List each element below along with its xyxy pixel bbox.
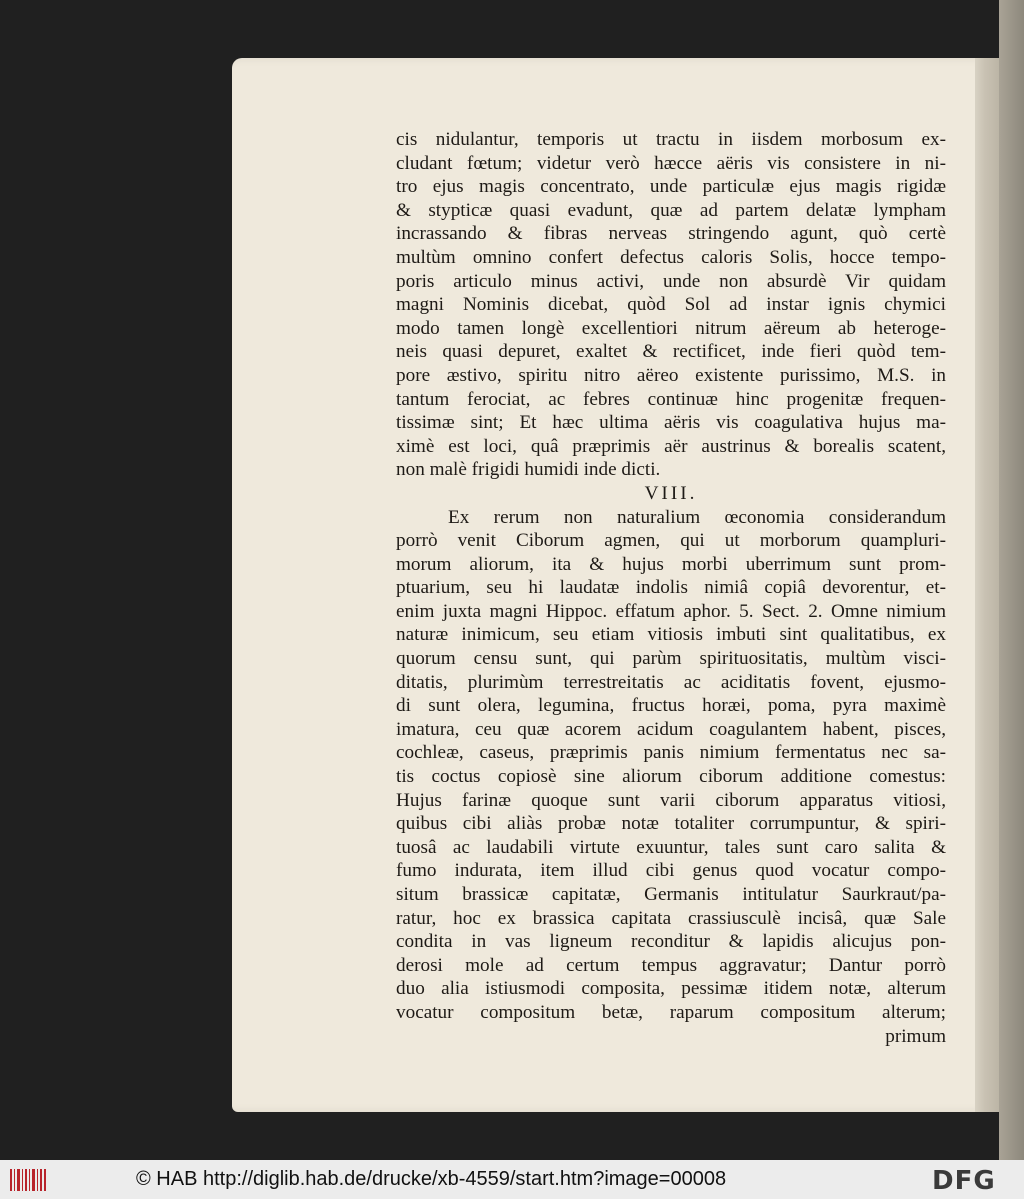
text-line: tro ejus magis concentrato, unde particulæ ejus magis rigidæ xyxy=(396,176,946,198)
text-line: neis quasi depuret, exaltet & rectificet, inde fieri quòd tem- xyxy=(396,341,946,363)
text-line: condita in vas ligneum reconditur & lapidis alicujus pon- xyxy=(396,931,946,953)
right-margin-strip xyxy=(999,0,1024,1160)
text-line: vocatur compositum betæ, raparum compositum alterum; xyxy=(396,1001,946,1023)
text-line: ximè est loci, quâ præprimis aër austrinus & borealis scatent, xyxy=(396,435,946,457)
text-line: cochleæ, caseus, præprimis panis nimium fermentatus nec sa- xyxy=(396,742,946,764)
text-line: ptuarium, seu hi laudatæ indolis nimiâ copiâ devorentur, et- xyxy=(396,577,946,599)
catchword: primum xyxy=(885,1025,946,1047)
text-line: Hujus farinæ quoque sunt varii ciborum apparatus vitiosi, xyxy=(396,789,946,811)
text-line: duo alia istiusmodi composita, pessimæ itidem notæ, alterum xyxy=(396,978,946,1000)
text-line: imatura, ceu quæ acorem acidum coagulantem habent, pisces, xyxy=(396,718,946,740)
text-line: tuosâ ac laudabili virtute exuuntur, tales sunt caro salita & xyxy=(396,836,946,858)
text-line: & stypticæ quasi evadunt, quæ ad partem delatæ lympham xyxy=(396,199,946,221)
text-line: poris articulo minus activi, unde non absurdè Vir quidam xyxy=(396,270,946,292)
text-line: morum aliorum, ita & hujus morbi uberrimum sunt prom- xyxy=(396,553,946,575)
text-line: ditatis, plurimùm terrestreitatis ac aciditatis fovent, ejusmo- xyxy=(396,671,946,693)
text-line: tis coctus copiosè sine aliorum ciborum additione comestus: xyxy=(396,766,946,788)
footer-bar xyxy=(0,1160,1024,1199)
text-line: cis nidulantur, temporis ut tractu in iisdem morbosum ex- xyxy=(396,129,946,150)
text-line: multùm omnino confert defectus caloris Solis, hocce tempo- xyxy=(396,246,946,268)
text-line: Ex rerum non naturalium œconomia considerandum xyxy=(448,506,946,528)
text-line: tantum ferociat, ac febres continuæ hinc progenitæ frequen- xyxy=(396,388,946,410)
text-line: enim juxta magni Hippoc. effatum aphor. 5. Sect. 2. Omne nimium xyxy=(396,600,946,622)
text-line: di sunt olera, legumina, fructus horæi, poma, pyra maximè xyxy=(396,695,946,717)
text-line: quorum censu sunt, qui parùm spirituositatis, multùm visci- xyxy=(396,648,946,670)
section-heading: VIII. xyxy=(644,482,698,504)
text-line: pore æstivo, spiritu nitro aëreo existente purissimo, M.S. in xyxy=(396,364,946,386)
text-line: quibus cibi aliàs probæ notæ totaliter corrumpuntur, & spiri- xyxy=(396,813,946,835)
source-url[interactable]: © HAB http://diglib.hab.de/drucke/xb-4559/start.htm?image=00008 xyxy=(136,1168,727,1190)
text-line: porrò venit Ciborum agmen, qui ut morborum quampluri- xyxy=(396,530,946,552)
text-line: tissimæ sint; Et hæc ultima aëris vis coagulativa hujus ma- xyxy=(396,412,946,434)
barcode-icon xyxy=(8,1166,48,1194)
text-line: incrassando & fibras nerveas stringendo agunt, quò certè xyxy=(396,223,946,245)
text-line: magni Nominis dicebat, quòd Sol ad instar ignis chymici xyxy=(396,294,946,316)
text-line: naturæ inimicum, seu etiam vitiosis imbuti sint qualitatibus, ex xyxy=(396,624,946,646)
text-line: non malè frigidi humidi inde dicti. xyxy=(396,459,661,481)
text-line: situm brassicæ capitatæ, Germanis intitulatur Saurkraut/pa- xyxy=(396,884,946,905)
page-edge xyxy=(975,58,999,1112)
text-line: derosi mole ad certum tempus aggravatur; Dantur porrò xyxy=(396,954,946,976)
dfg-logo: DFG xyxy=(932,1166,996,1196)
text-line: cludant fœtum; videtur verò hæcce aëris vis consistere in ni- xyxy=(396,152,946,174)
text-line: fumo indurata, item illud cibi genus quod vocatur compo- xyxy=(396,860,946,882)
text-line: modo tamen longè excellentiori nitrum aëreum ab heteroge- xyxy=(396,317,946,339)
text-line: ratur, hoc ex brassica capitata crassiusculè incisâ, quæ Sale xyxy=(396,907,946,929)
page-text xyxy=(396,128,946,1048)
